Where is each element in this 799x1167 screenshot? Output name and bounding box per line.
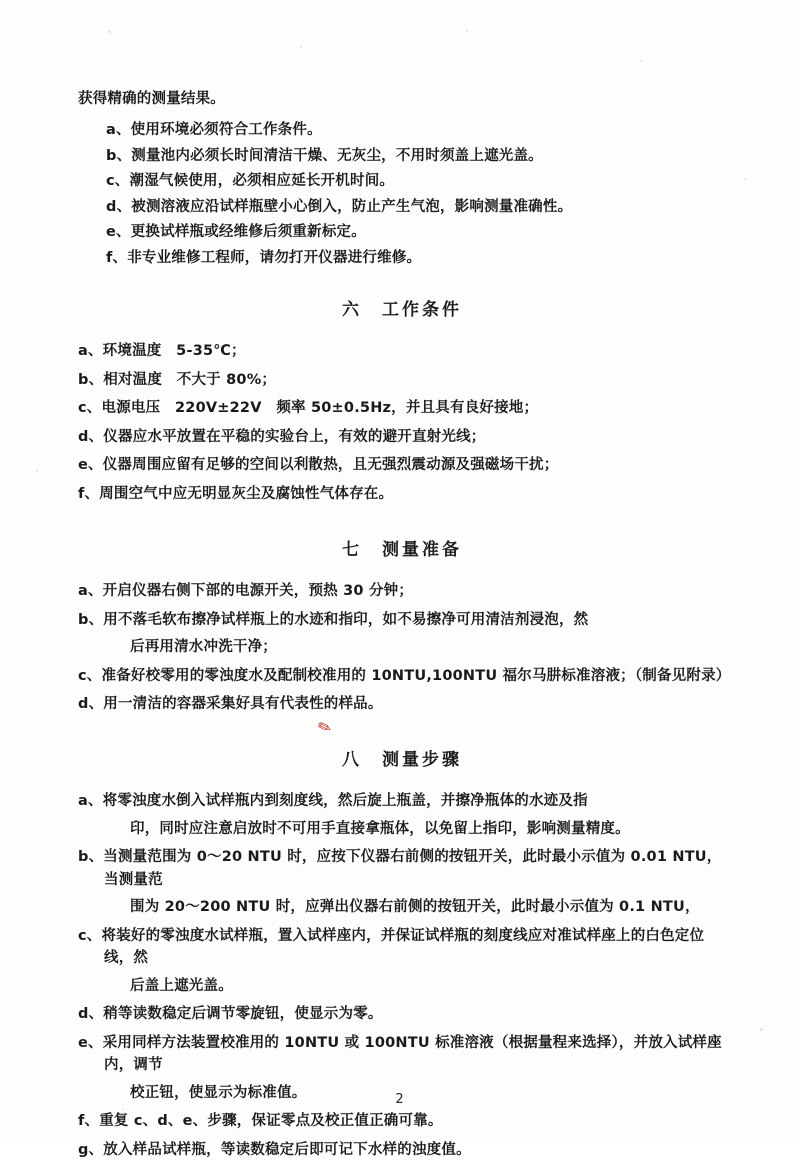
list-item: f、非专业维修工程师，请勿打开仪器进行维修。: [106, 249, 422, 266]
page-number: 2: [395, 1092, 404, 1107]
list-item: d、被测溶液应沿试样瓶壁小心倒入，防止产生气泡，影响测量准确性。: [106, 198, 573, 215]
list-item-continuation: 校正钮，使显示为标准值。: [130, 1084, 307, 1101]
list-item: d、稍等读数稳定后调节零旋钮，使显示为零。: [78, 1006, 383, 1023]
list-item: b、测量池内必须长时间清洁干燥、无灰尘，不用时须盖上遮光盖。: [106, 147, 543, 164]
intro-list: [78, 119, 726, 269]
pen-mark-icon: ✎: [314, 716, 335, 739]
scan-speck: [466, 30, 468, 32]
list-item: c、电源电压 220V±22V 频率 50±0.5Hz，并且具有良好接地；: [78, 400, 539, 417]
section-heading-working-conditions: 六 工作条件: [342, 300, 462, 321]
section-list-working-conditions: [78, 340, 726, 505]
list-item: e、仪器周围应留有足够的空间以利散热，且无强烈震动源及强磁场干扰；: [78, 457, 559, 474]
list-item: b、相对温度 不大于 80%；: [78, 371, 277, 388]
list-item: d、用一清洁的容器采集好具有代表性的样品。: [78, 695, 383, 712]
list-item: b、当测量范围为 0～20 NTU 时，应按下仪器右前侧的按钮开关，此时最小示值为 0.01 NTU，当测量范: [78, 849, 722, 888]
document-body: [78, 88, 731, 1167]
list-item-continuation: 印，同时应注意启放时不可用手直接拿瓶体，以免留上指印，影响测量精度。: [130, 820, 630, 837]
list-item: b、用不落毛软布擦净试样瓶上的水迹和指印，如不易擦净可用清洁剂浸泡，然: [78, 611, 589, 628]
scan-speck: [744, 178, 746, 180]
list-item: f、周围空气中应无明显灰尘及腐蚀性气体存在。: [78, 485, 394, 502]
list-item: f、重复 c、d、e、步骤，保证零点及校正值正确可靠。: [78, 1113, 443, 1130]
scan-speck: [300, 46, 302, 48]
list-item: g、放入样品试样瓶，等读数稳定后即可记下水样的浊度值。: [78, 1141, 471, 1158]
list-item: c、潮湿气候使用，必须相应延长开机时间。: [106, 173, 395, 190]
scan-speck: [36, 470, 38, 472]
list-item: a、使用环境必须符合工作条件。: [106, 122, 322, 139]
intro-paragraph: 获得精确的测量结果。: [78, 91, 225, 107]
list-item: d、仪器应水平放置在平稳的实验台上，有效的避开直射光线；: [78, 428, 486, 445]
list-item-continuation: 围为 20～200 NTU 时，应弹出仪器右前侧的按钮开关，此时最小示值为 0.1 NTU，: [130, 899, 700, 916]
list-item: e、采用同样方法装置校准用的 10NTU 或 100NTU 标准溶液（根据量程来选择），并放入试样座内，调节: [78, 1034, 722, 1074]
section-list-measurement-preparation: [78, 580, 731, 715]
list-item: e、更换试样瓶或经维修后须重新标定。: [106, 224, 366, 241]
section-heading-measurement-preparation: 七 测量准备: [342, 540, 462, 561]
list-item: a、环境温度 5-35℃；: [78, 343, 246, 360]
list-item: a、开启仪器右侧下部的电源开关，预热 30 分钟；: [78, 583, 414, 600]
scan-speck: [108, 30, 111, 33]
list-item-continuation: 后再用清水冲洗干净；: [130, 639, 277, 656]
scan-speck: [760, 1028, 763, 1031]
list-item: a、将零浊度水倒入试样瓶内到刻度线，然后旋上瓶盖，并擦净瓶体的水迹及指: [78, 793, 588, 810]
section-heading-measurement-steps: 八 测量步骤: [342, 750, 462, 771]
scan-speck: [640, 60, 642, 62]
list-item: c、准备好校零用的零浊度水及配制校准用的 10NTU,100NTU 福尔马肼标准溶液；（制备见附录）: [78, 667, 731, 684]
list-item-continuation: 后盖上遮光盖。: [130, 977, 233, 994]
list-item: c、将装好的零浊度水试样瓶，置入试样座内，并保证试样瓶的刻度线应对准试样座上的白色定位线，然: [78, 927, 705, 967]
